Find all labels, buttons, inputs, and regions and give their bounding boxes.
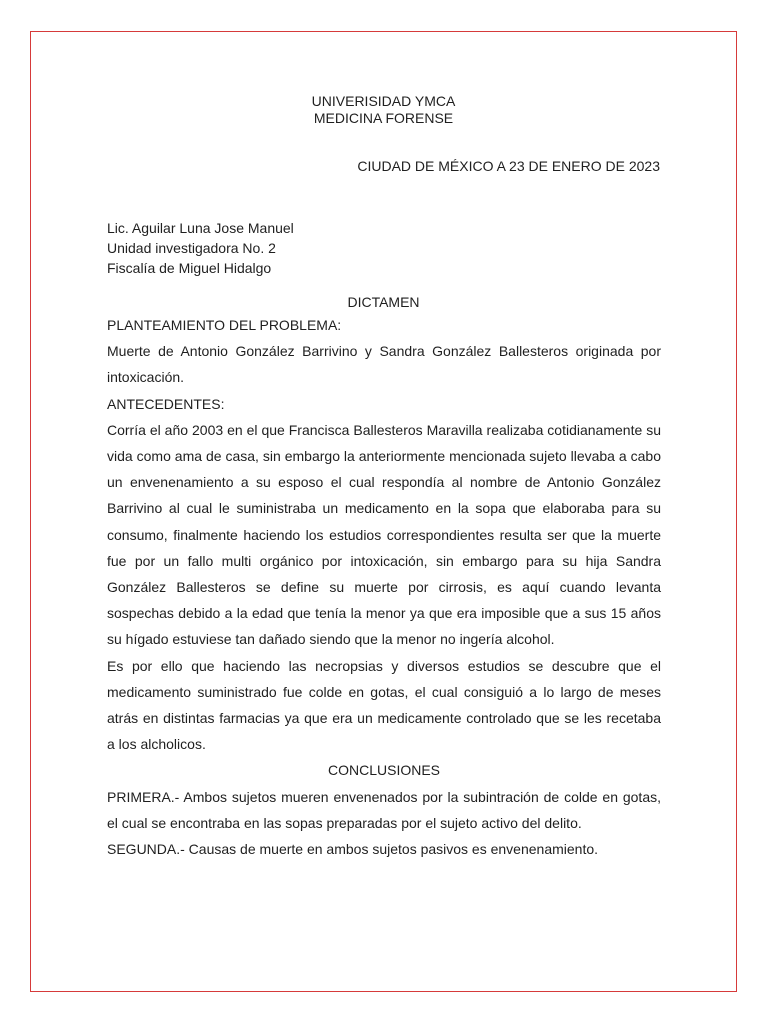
- problem-heading: PLANTEAMIENTO DEL PROBLEMA:: [107, 317, 342, 333]
- addressee-unit: Unidad investigadora No. 2: [107, 240, 276, 256]
- addressee-name: Lic. Aguilar Luna Jose Manuel: [107, 220, 294, 236]
- document-page: [30, 31, 737, 992]
- university-name: UNIVERISIDAD YMCA: [311, 93, 456, 109]
- city-date: CIUDAD DE MÉXICO A 23 DE ENERO DE 2023: [357, 158, 660, 174]
- background-paragraph-1: Corría el año 2003 en el que Francisca Ballesteros Maravilla realizaba cotidianamente su vida como ama de casa, sin embargo la anteriormente mencionada sujeto llevaba a cabo un envenenamiento a su esposo el cual respondía al nombre de Antonio González Barrivino al cual le suministraba un medicamento en la sopa que elaboraba para su consumo, finalmente haciendo los estudios correspondientes resulta ser que la muerte fue por un fallo multi orgánico por intoxicación, sin embargo para su hija Sandra González Ballesteros se define su muerte por cirrosis, es aquí cuando levanta sospechas debido a la edad que tenía la menor ya que era imposible que a sus 15 años su hígado estuviese tan dañado siendo que la menor no ingería alcohol.: [107, 421, 661, 648]
- addressee-office: Fiscalía de Miguel Hidalgo: [107, 260, 272, 276]
- background-heading: ANTECEDENTES:: [107, 395, 225, 412]
- conclusion-second: SEGUNDA.- Causas de muerte en ambos sujetos pasivos es envenenamiento.: [107, 841, 599, 858]
- problem-text: Muerte de Antonio González Barrivino y Sandra González Ballesteros originada por intoxicación.: [107, 343, 661, 386]
- conclusion-first: PRIMERA.- Ambos sujetos mueren envenenados por la subintración de colde en gotas, el cual se encontraba en las sopas preparadas por el sujeto activo del delito.: [107, 788, 661, 831]
- conclusions-heading: CONCLUSIONES: [327, 762, 441, 779]
- document-header: [31, 93, 736, 127]
- background-paragraph-2: Es por ello que haciendo las necropsias y diversos estudios se descubre que el medicamento suministrado fue colde en gotas, el cual consiguió a lo largo de meses atrás en distintas farmacias ya que era un medicamente controlado que se les recetaba a los alcholicos.: [107, 657, 661, 753]
- department-name: MEDICINA FORENSE: [313, 110, 454, 126]
- document-body: [107, 312, 661, 862]
- addressee-block: [107, 218, 294, 278]
- dictamen-title: DICTAMEN: [347, 294, 420, 310]
